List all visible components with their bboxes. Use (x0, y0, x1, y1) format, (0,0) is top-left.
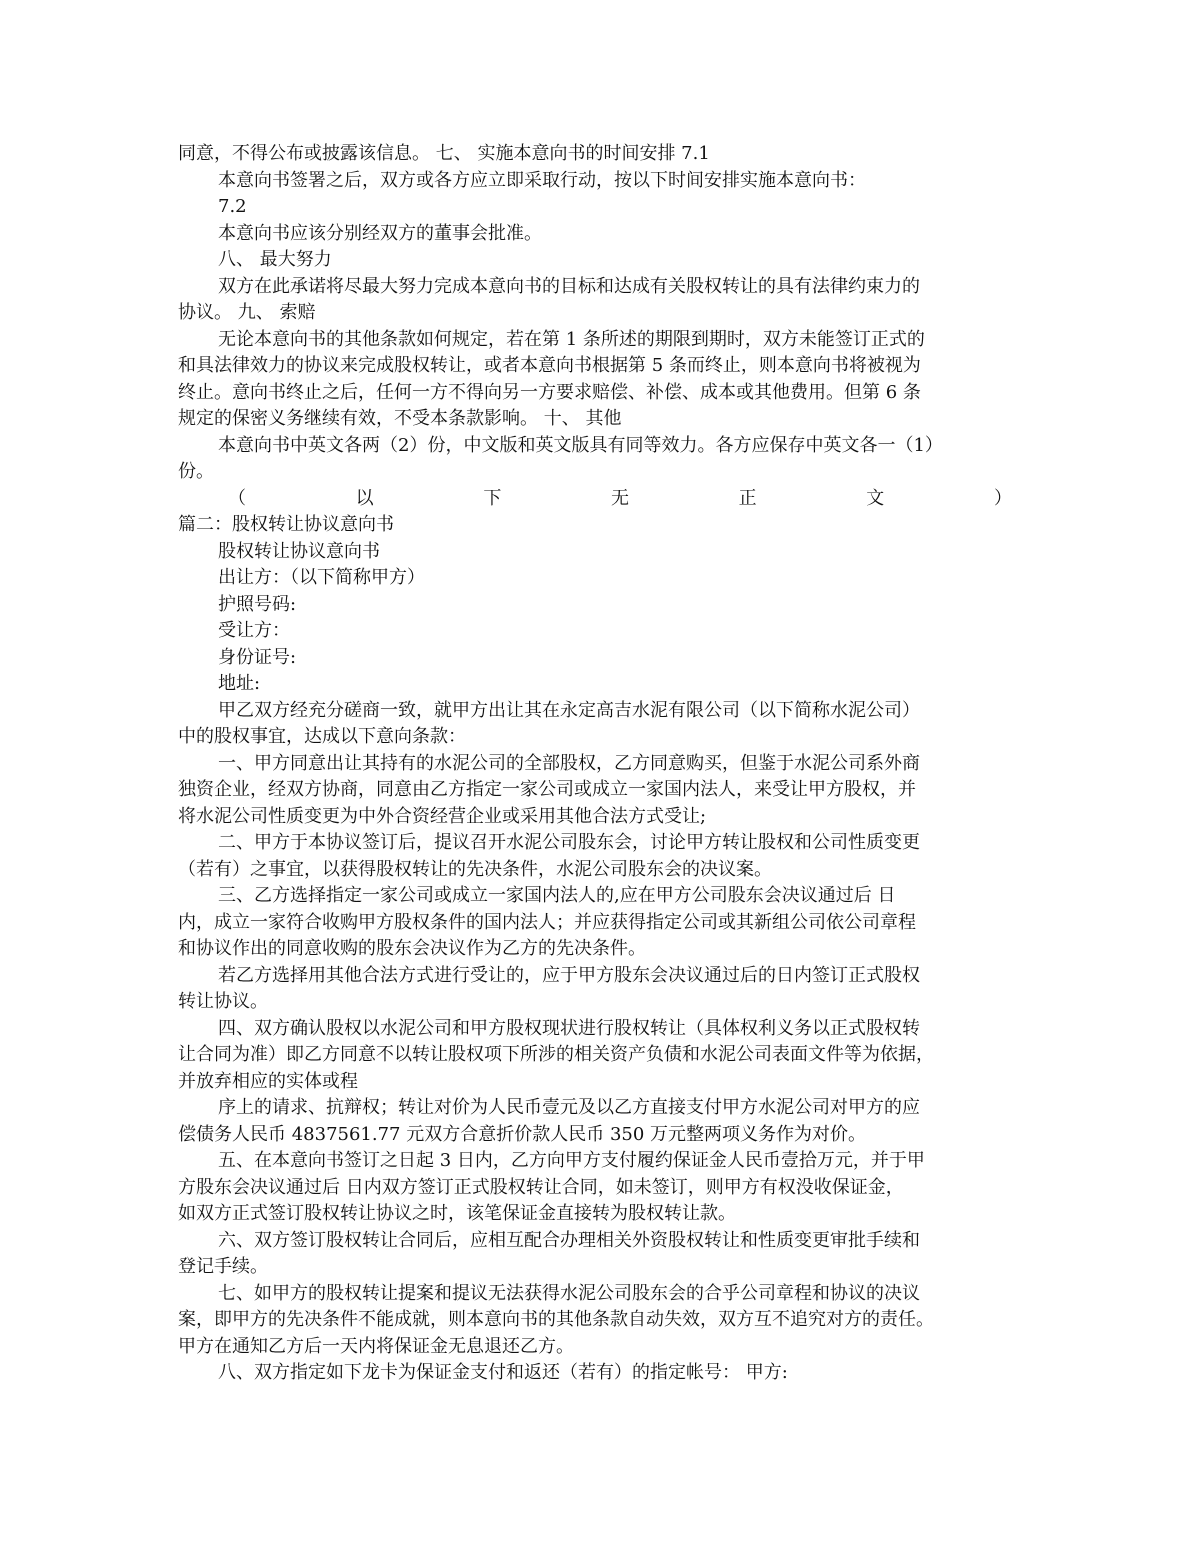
spread-char: 下 (483, 487, 502, 509)
text-line: 出让方：（以下简称甲方） (218, 567, 425, 588)
spread-char: 以 (355, 487, 374, 509)
text-line: 偿债务人民币 4837561.77 元双方合意折价款人民币 350 万元整两项义务作为对价。 (178, 1123, 867, 1145)
spread-char: 文 (866, 487, 885, 509)
text-line: 三、乙方选择指定一家公司或成立一家国内法人的,应在甲方公司股东会决议通过后 日 (218, 885, 896, 906)
text-line: 本意向书签署之后，双方或各方应立即采取行动，按以下时间安排实施本意向书： (218, 169, 866, 191)
text-line: 7.2 (218, 196, 247, 217)
text-line: 让合同为准）即乙方同意不以转让股权项下所涉的相关资产负债和水泥公司表面文件等为依据， (178, 1044, 934, 1065)
text-line: 八、双方指定如下龙卡为保证金支付和返还（若有）的指定帐号： 甲方: (218, 1362, 788, 1383)
text-line: 甲乙双方经充分磋商一致，就甲方出让其在永定高吉水泥有限公司（以下简称水泥公司） (218, 699, 920, 721)
text-line: 同意，不得公布或披露该信息。 七、 实施本意向书的时间安排 7.1 (178, 143, 710, 164)
text-line: 身份证号: (218, 646, 297, 668)
text-line: 案，即甲方的先决条件不能成就，则本意向书的其他条款自动失效，双方互不追究对方的责任。 (178, 1309, 934, 1330)
spread-char: 正 (738, 487, 757, 509)
text-line: 五、在本意向书签订之日起 3 日内，乙方向甲方支付履约保证金人民币壹拾万元，并于甲 (218, 1150, 925, 1171)
text-line: 登记手续。 (178, 1256, 268, 1277)
spread-char: ） (993, 487, 1012, 509)
spread-char: 无 (610, 487, 629, 509)
text-line: 本意向书中英文各两（2）份，中文版和英文版具有同等效力。各方应保存中英文各一（1） (218, 434, 943, 456)
text-line: 双方在此承诺将尽最大努力完成本意向书的目标和达成有关股权转让的具有法律约束力的 (218, 275, 920, 297)
text-line: 四、双方确认股权以水泥公司和甲方股权现状进行股权转让（具体权利义务以正式股权转 (218, 1017, 920, 1039)
text-line: 受让方： (218, 620, 290, 641)
spread-char: （ (228, 487, 246, 509)
text-line: 并放弃相应的实体或程 (178, 1070, 358, 1092)
text-line: （若有）之事宜，以获得股权转让的先决条件，水泥公司股东会的决议案。 (178, 858, 772, 880)
text-line: 方股东会决议通过后 日内双方签订正式股权转让合同，如未签订，则甲方有权没收保证金， (178, 1176, 904, 1198)
text-line: 若乙方选择用其他合法方式进行受让的，应于甲方股东会决议通过后的日内签订正式股权 (218, 964, 920, 986)
text-line: 和协议作出的同意收购的股东会决议作为乙方的先决条件。 (178, 938, 646, 959)
text-line: 股权转让协议意向书 (218, 540, 380, 562)
text-line: 转让协议。 (178, 991, 268, 1012)
text-line: 一、甲方同意出让其持有的水泥公司的全部股权，乙方同意购买，但鉴于水泥公司系外商 (218, 752, 920, 774)
text-line: 份。 (178, 461, 214, 482)
text-line: 内，成立一家符合收购甲方股权条件的国内法人；并应获得指定公司或其新组公司依公司章程 (178, 911, 916, 933)
text-line: 二、甲方于本协议签订后，提议召开水泥公司股东会，讨论甲方转让股权和公司性质变更 (218, 832, 920, 853)
text-line: 本意向书应该分别经双方的董事会批准。 (218, 222, 542, 244)
text-line: 协议。 九、 索赔 (178, 302, 316, 323)
text-line: 八、 最大努力 (218, 249, 332, 270)
text-line: 六、双方签订股权转让合同后，应相互配合办理相关外资股权转让和性质变更审批手续和 (218, 1229, 920, 1251)
spread-line (178, 486, 1022, 513)
text-line: 将水泥公司性质变更为中外合资经营企业或采用其他合法方式受让; (178, 805, 707, 827)
text-line: 如双方正式签订股权转让协议之时，该笔保证金直接转为股权转让款。 (178, 1203, 736, 1224)
text-line: 地址: (218, 673, 261, 694)
text-line: 护照号码: (218, 593, 297, 615)
text-line: 规定的保密义务继续有效，不受本条款影响。 十、 其他 (178, 408, 622, 429)
text-line: 终止。意向书终止之后，任何一方不得向另一方要求赔偿、补偿、成本或其他费用。但第 6 条 (178, 381, 921, 403)
text-line: 和具法律效力的协议来完成股权转让，或者本意向书根据第 5 条而终止，则本意向书将被视为 (178, 355, 921, 376)
document-body (178, 141, 1022, 1387)
text-line: 七、如甲方的股权转让提案和提议无法获得水泥公司股东会的合乎公司章程和协议的决议 (218, 1282, 920, 1304)
text-line: 无论本意向书的其他条款如何规定，若在第 1 条所述的期限到期时，双方未能签订正式的 (218, 328, 925, 350)
text-line: 篇二：股权转让协议意向书 (178, 514, 394, 535)
text-line: 中的股权事宜，达成以下意向条款： (178, 726, 466, 747)
text-line: 序上的请求、抗辩权；转让对价为人民币壹元及以乙方直接支付甲方水泥公司对甲方的应 (218, 1097, 920, 1118)
text-line: 甲方在通知乙方后一天内将保证金无息退还乙方。 (178, 1335, 574, 1357)
text-line: 独资企业，经双方协商，同意由乙方指定一家公司或成立一家国内法人，来受让甲方股权，并 (178, 779, 916, 800)
